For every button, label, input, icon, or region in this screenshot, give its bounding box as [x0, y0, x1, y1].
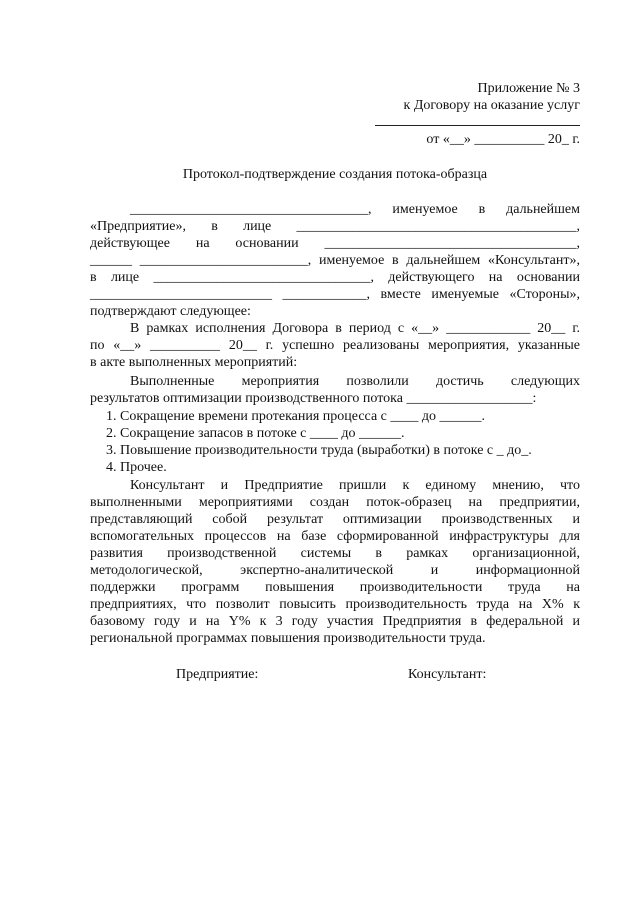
list-item: 4. Прочее.: [106, 460, 167, 475]
body-line: «Предприятие», в лице ________________________________________,: [90, 219, 580, 234]
body-line: __________________________ ____________, вместе именуемые «Стороны»,: [90, 287, 580, 302]
consultant-signature-label: Консультант:: [408, 667, 487, 682]
body-line: региональной программах повышения производительности труда.: [90, 631, 486, 646]
body-line: выполненными мероприятиями создан поток-образец на предприятии,: [90, 495, 580, 510]
enterprise-signature-label: Предприятие:: [176, 667, 259, 682]
body-line: представляющий собой результат оптимизации производственных и: [90, 512, 580, 527]
body-line: поддержки программ повышения производительности труда на: [90, 580, 580, 595]
list-item: 2. Сокращение запасов в потоке с ____ до ______.: [106, 426, 405, 441]
body-line: ______ ________________________, именуемое в дальнейшем «Консультант»,: [90, 253, 580, 268]
body-line: предприятиях, что позволит повысить производительность труда на Х% к: [90, 597, 580, 612]
body-line: результатов оптимизации производственного потока __________________:: [90, 391, 537, 406]
list-item: 1. Сокращение времени протекания процесса с ____ до ______.: [106, 409, 485, 424]
body-line: вспомогательных процессов на базе сформированной инфраструктуры для: [90, 529, 580, 544]
body-line: подтверждают следующее:: [90, 304, 251, 319]
header-rule: [375, 125, 580, 126]
body-line: в лице _______________________________, действующего на основании: [90, 270, 580, 285]
body-line: базовому году и на Y% к 3 году участия Предприятия в федеральной и: [90, 614, 580, 629]
body-line: методологической, экспертно-аналитической и информационной: [90, 563, 580, 578]
body-line: Консультант и Предприятие пришли к единому мнению, что: [130, 478, 580, 493]
list-item: 3. Повышение производительности труда (выработки) в потоке с _ до_.: [106, 443, 532, 458]
body-line: по «__» __________ 20__ г. успешно реализованы мероприятия, указанные: [90, 338, 580, 353]
body-line: действующее на основании ____________________________________,: [90, 236, 580, 251]
body-line: __________________________________, именуемое в дальнейшем: [130, 202, 580, 217]
body-line: в акте выполненных мероприятий:: [90, 355, 298, 370]
contract-label: к Договору на оказание услуг: [403, 98, 580, 113]
document-title: Протокол-подтверждение создания потока-образца: [182, 167, 488, 182]
body-line: развития производственной системы в рамках организационной,: [90, 546, 580, 561]
appendix-label: Приложение № 3: [477, 81, 580, 96]
body-line: Выполненные мероприятия позволили достичь следующих: [130, 374, 580, 389]
date-line: от «__» __________ 20_ г.: [426, 132, 580, 147]
body-line: В рамках исполнения Договора в период с «__» ____________ 20__ г.: [130, 321, 580, 336]
